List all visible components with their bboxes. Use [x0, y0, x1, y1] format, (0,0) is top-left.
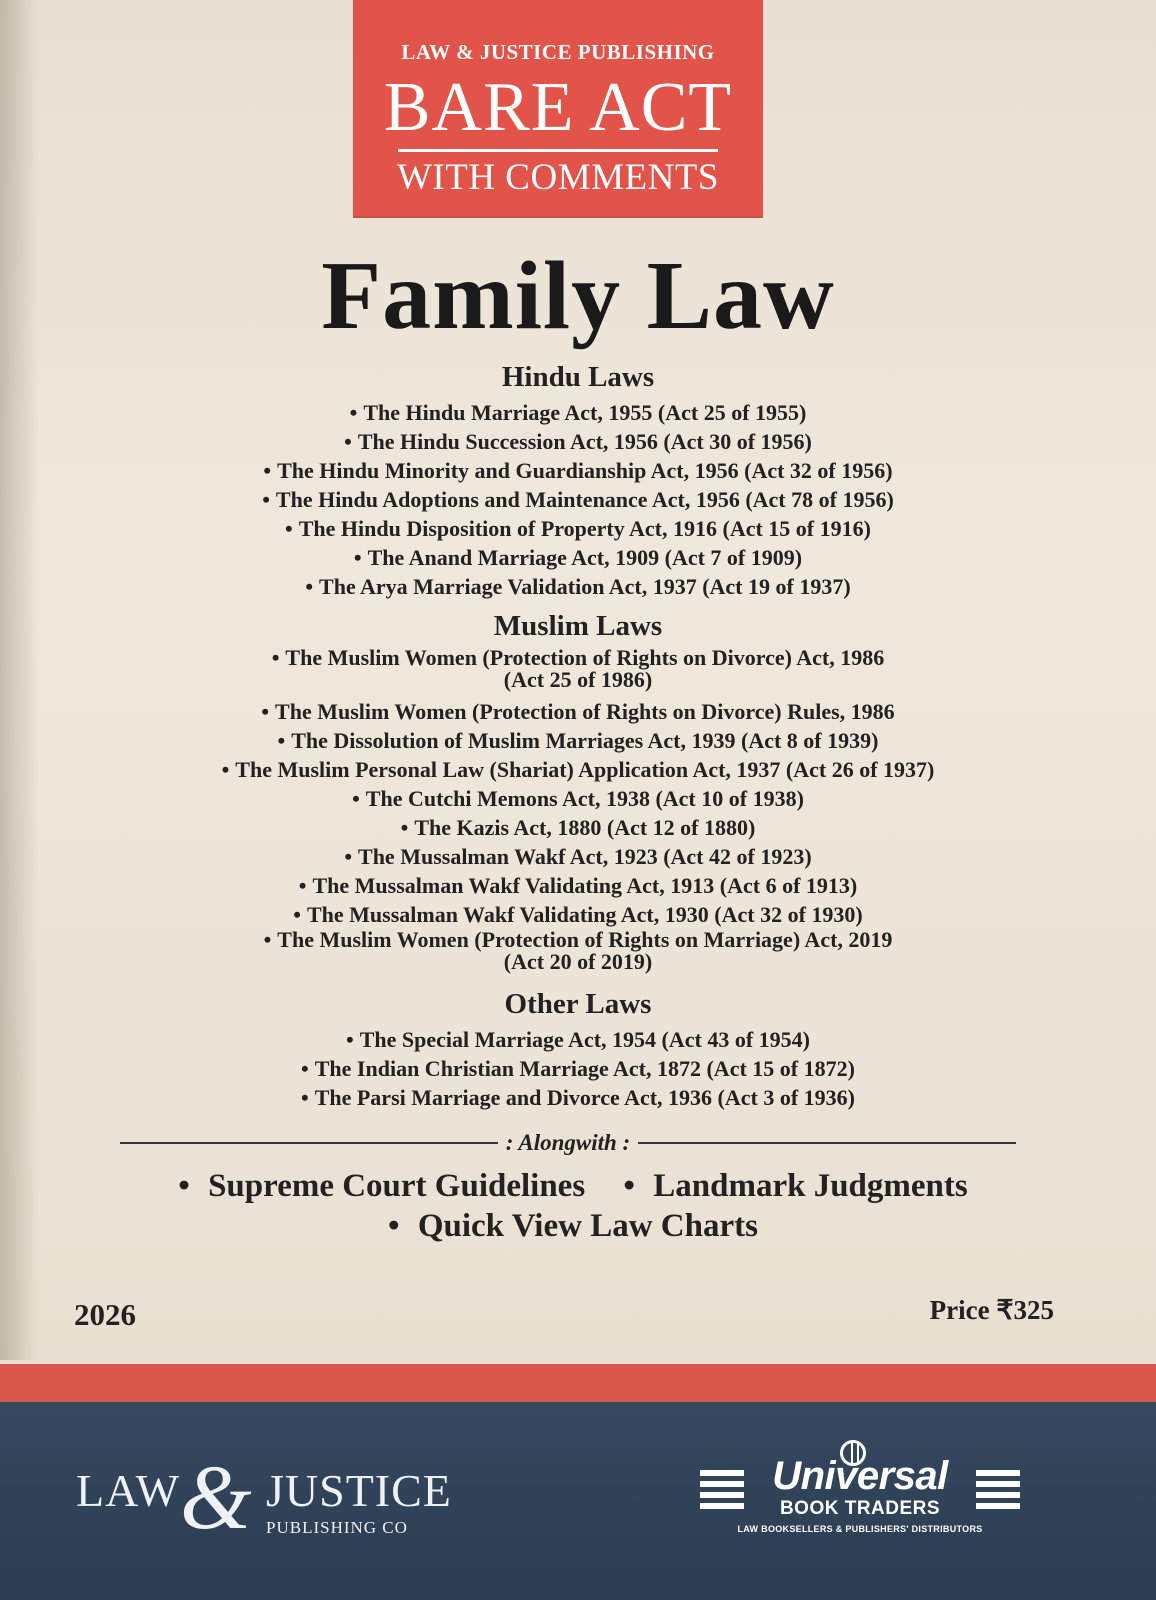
- section-heading-other: Other Laws: [504, 988, 652, 1020]
- list-item: • The Hindu Succession Act, 1956 (Act 30 of 1956): [344, 429, 812, 454]
- law-justice-logo: LAW & JUSTICE PUBLISHING CO: [76, 1446, 452, 1548]
- list-item: • The Mussalman Wakf Validating Act, 1913 (Act 6 of 1913): [298, 873, 858, 898]
- publisher-line: LAW & JUSTICE PUBLISHING: [401, 40, 715, 64]
- badge-divider: [398, 149, 718, 152]
- list-item: • The Hindu Adoptions and Maintenance Act, 1956 (Act 78 of 1956): [262, 487, 894, 512]
- list-item: • The Mussalman Wakf Validating Act, 1930 (Act 32 of 1930): [293, 902, 863, 927]
- alongwith-label: : Alongwith :: [505, 1130, 631, 1155]
- series-title: BARE ACT: [383, 69, 733, 146]
- list-item: • The Mussalman Wakf Act, 1923 (Act 42 of 1923): [344, 844, 812, 869]
- contents-list: [60, 360, 1096, 1112]
- features-list: [0, 1166, 1156, 1246]
- spine-shadow: [0, 0, 40, 1360]
- edition-year: 2026: [74, 1297, 136, 1332]
- list-item: • The Cutchi Memons Act, 1938 (Act 10 of 1938): [352, 786, 804, 811]
- list-item: • The Parsi Marriage and Divorce Act, 1936 (Act 3 of 1936): [300, 1085, 855, 1110]
- list-item: • The Indian Christian Marriage Act, 1872 (Act 15 of 1872): [301, 1056, 855, 1081]
- series-subtitle: WITH COMMENTS: [396, 157, 719, 198]
- list-item: • The Arya Marriage Validation Act, 1937 (Act 19 of 1937): [305, 574, 851, 599]
- feature-item: • Quick View Law Charts: [388, 1208, 758, 1244]
- list-item: • The Muslim Personal Law (Shariat) Application Act, 1937 (Act 26 of 1937): [221, 757, 935, 782]
- feature-item: • Landmark Judgments: [623, 1168, 968, 1204]
- list-item: • The Special Marriage Act, 1954 (Act 43 of 1954): [346, 1027, 810, 1052]
- price-label: Price ₹325: [929, 1295, 1054, 1325]
- red-band: [0, 1364, 1156, 1402]
- section-heading-muslim: Muslim Laws: [493, 610, 663, 642]
- list-item: • The Kazis Act, 1880 (Act 12 of 1880): [400, 815, 756, 840]
- series-badge: [353, 0, 763, 218]
- list-item: • The Muslim Women (Protection of Rights on Divorce) Act, 1986 (Act 25 of 1986): [271, 645, 885, 692]
- bars-icon: [700, 1470, 744, 1514]
- alongwith-divider: [120, 1130, 1016, 1156]
- book-title: Family Law: [321, 242, 835, 350]
- list-item: • The Hindu Disposition of Property Act, 1916 (Act 15 of 1916): [285, 516, 871, 541]
- list-item: • The Muslim Women (Protection of Rights on Divorce) Rules, 1986: [261, 699, 895, 724]
- feature-item: • Supreme Court Guidelines: [178, 1168, 586, 1204]
- list-item: • The Muslim Women (Protection of Rights on Marriage) Act, 2019 (Act 20 of 2019): [263, 927, 893, 974]
- list-item: • The Hindu Marriage Act, 1955 (Act 25 of 1955): [349, 400, 807, 425]
- universal-book-traders-logo: Universal BOOK TRADERS LAW BOOKSELLERS & PUBLISHERS' DISTRIBUTORS: [700, 1440, 1020, 1540]
- section-heading-hindu: Hindu Laws: [501, 361, 655, 393]
- list-item: • The Dissolution of Muslim Marriages Act, 1939 (Act 8 of 1939): [277, 728, 879, 753]
- list-item: • The Anand Marriage Act, 1909 (Act 7 of 1909): [353, 545, 803, 570]
- bars-icon: [976, 1470, 1020, 1514]
- list-item: • The Hindu Minority and Guardianship Act, 1956 (Act 32 of 1956): [263, 458, 893, 483]
